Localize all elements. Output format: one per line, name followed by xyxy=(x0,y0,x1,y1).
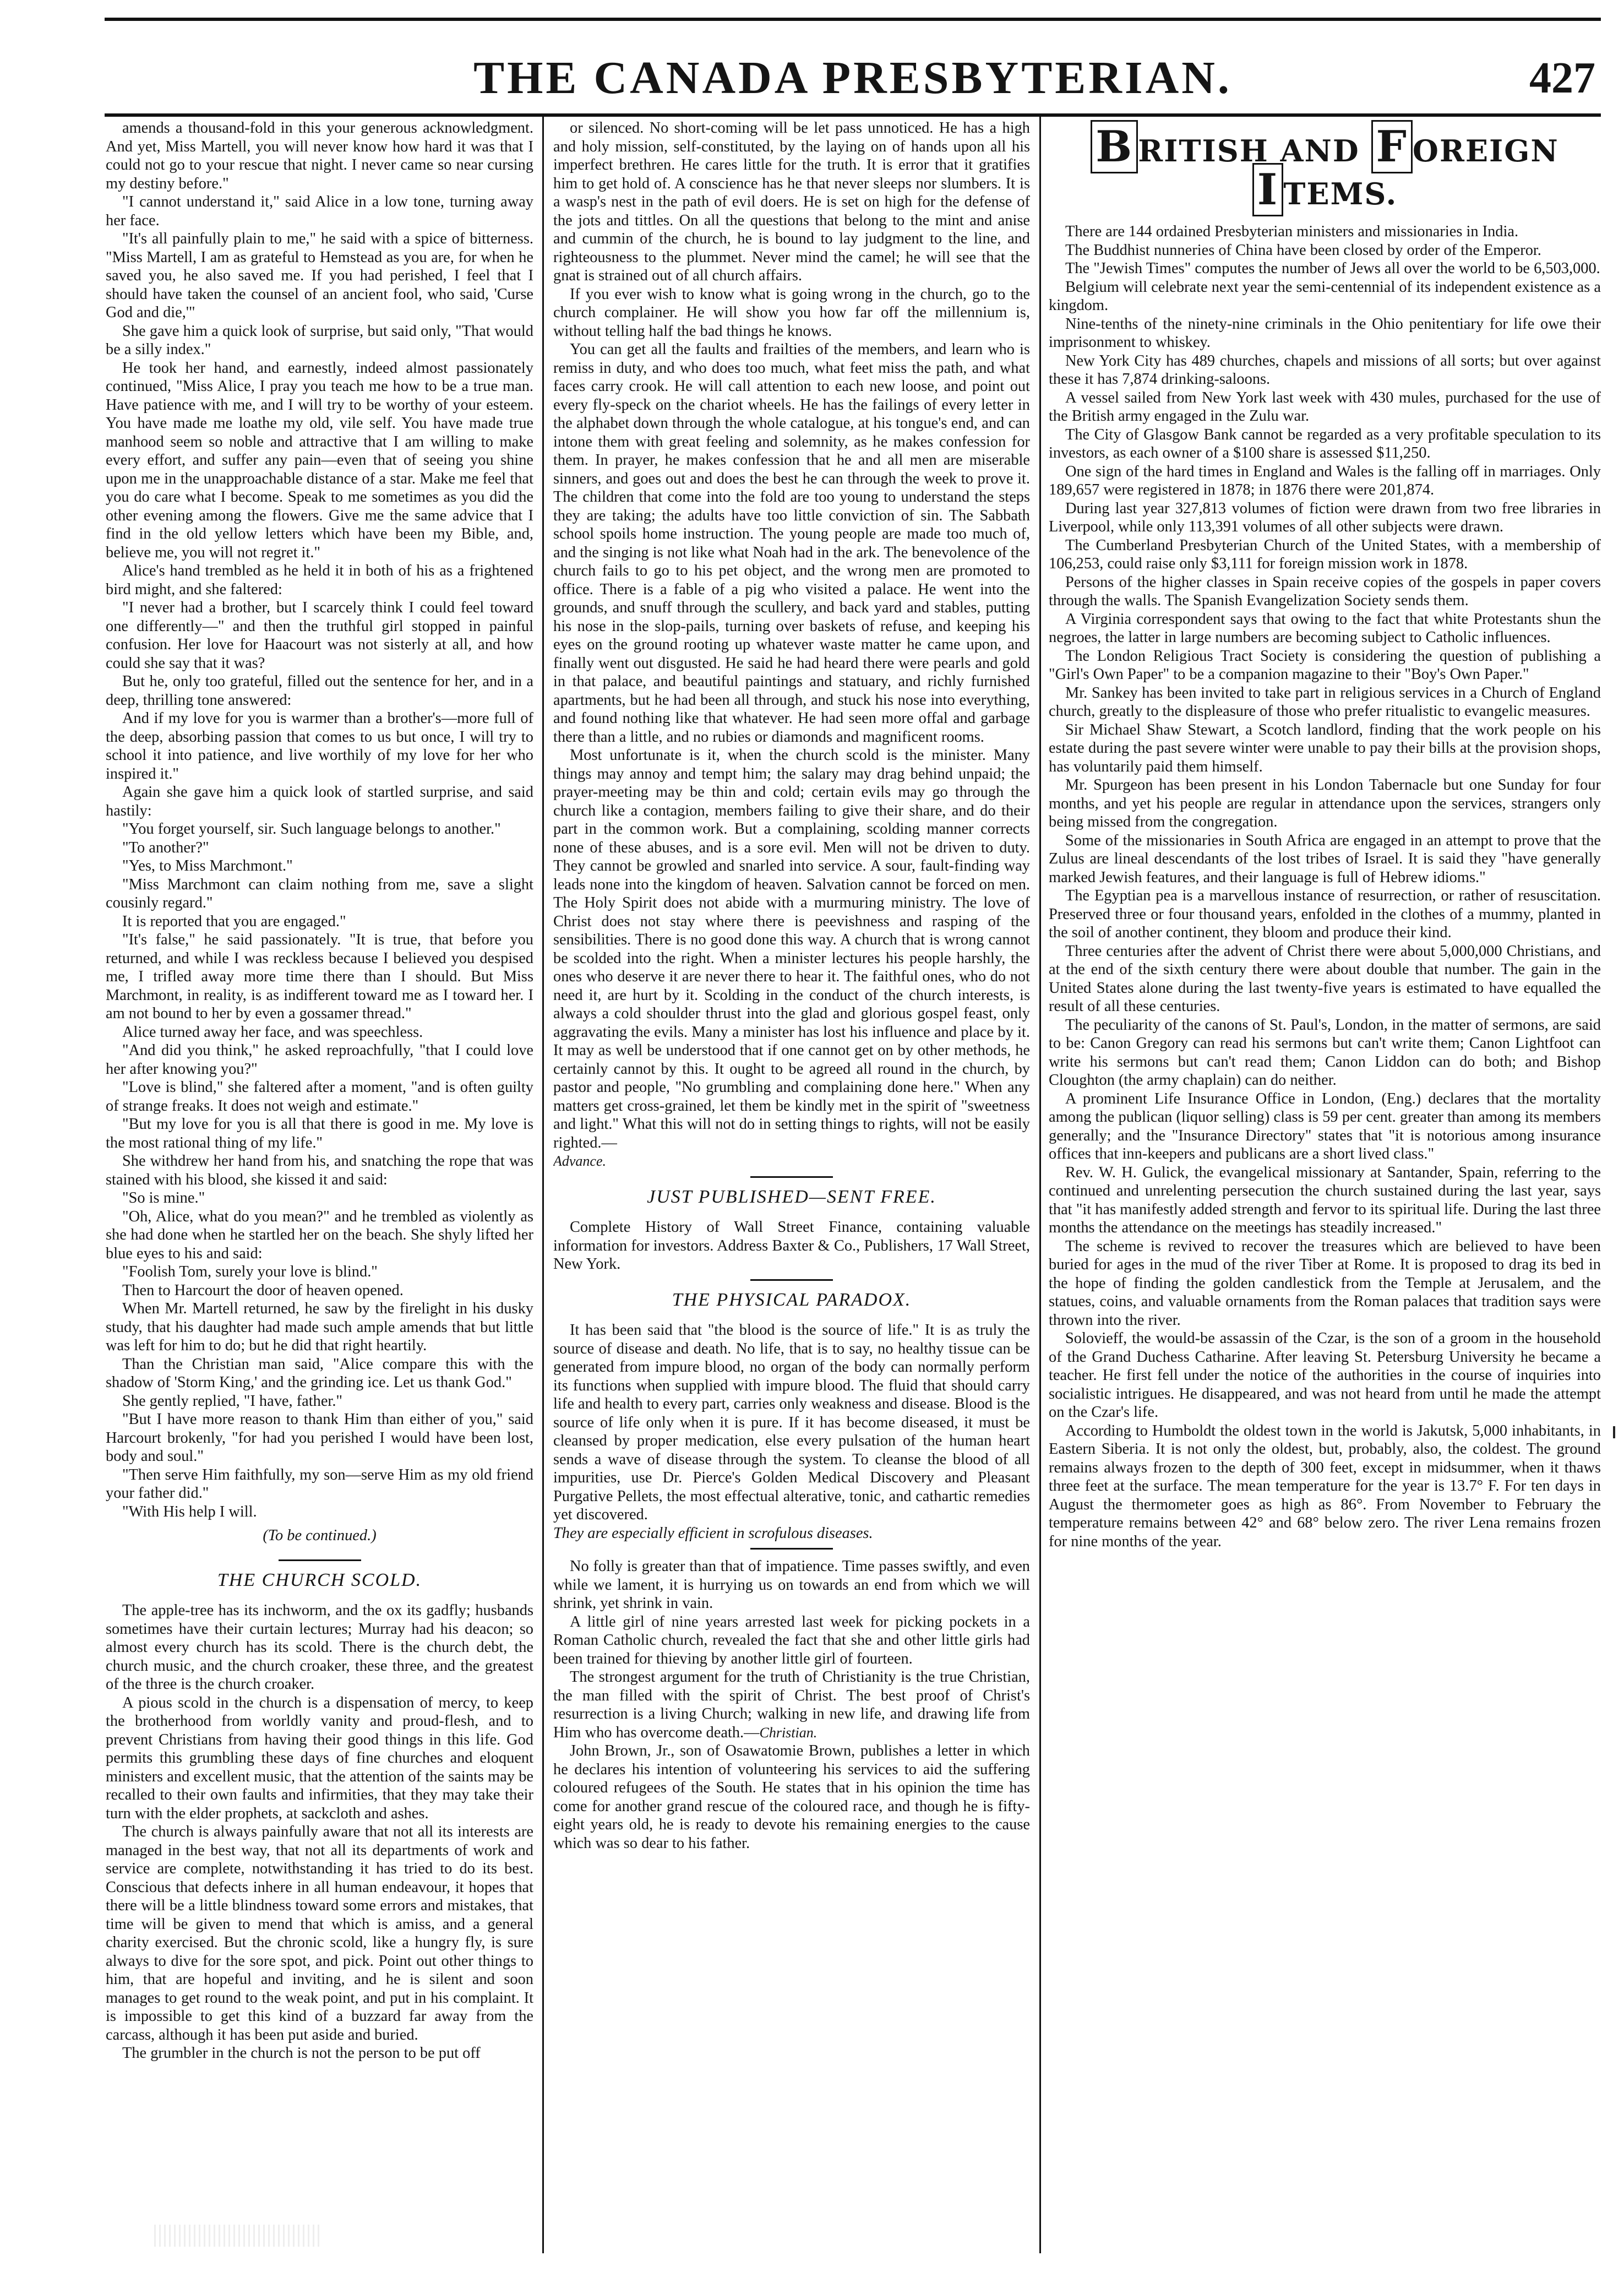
paragraph: Alice turned away her face, and was speechless. xyxy=(122,1023,423,1041)
column-3 xyxy=(1049,119,1601,2255)
headline-physical-paradox: THE PHYSICAL PARADOX. xyxy=(672,1289,912,1310)
section-divider xyxy=(279,1559,361,1561)
headline-church-scold: THE CHURCH SCOLD. xyxy=(217,1569,422,1590)
print-smudge xyxy=(154,2225,319,2247)
article-physical-paradox-italic: They are especially efficient in scrofulous diseases. xyxy=(553,1524,873,1542)
header-initial-b: B xyxy=(1091,120,1138,173)
paragraph: She withdrew her hand from his, and snatching the rope that was stained with his blood, she kissed it and said: xyxy=(106,1153,533,1188)
paragraph: "With His help I will. xyxy=(122,1503,257,1520)
paragraph: Than the Christian man said, "Alice compare this with the shadow of 'Storm King,' and the grinding ice. Let us thank God." xyxy=(106,1355,533,1391)
paragraph: A pious scold in the church is a dispensation of mercy, to keep the brotherhood from worldly vanity and proud-flesh, and to prevent Christians from having their good things in this life. God permits this grumbling these days of fine churches and eloquent ministers and excellent music, that the attention of the saints may be recalled to their own faults and infirmities, that they may take their turn with the elder prophets, at sackcloth and ashes. xyxy=(106,1694,533,1822)
notice-wall-street: Complete History of Wall Street Finance, containing valuable information for investors. Address Baxter & Co., Publishers, 17 Wall Street, New York. xyxy=(553,1219,1030,1273)
paragraph: "To another?" xyxy=(122,839,209,856)
header-text-3: TEMS. xyxy=(1283,176,1398,211)
paragraph: amends a thousand-fold in this your generous acknowledgment. And yet, Miss Martell, you will never know how hard it was that I could not go to your rescue that night. I never came so near cursing my destiny before." xyxy=(106,119,533,192)
article-church-scold xyxy=(106,1601,533,2063)
news-item: Solovieff, the would-be assassin of the Czar, is the son of a groom in the household of the Grand Duchess Catharine. After leaving St. Petersburg University he became a teacher. He first fell under the notice of the authorities in the course of inquiries into socialistic intrigues. He disappeared, and was not heard from until he made the attempt on the Czar's life. xyxy=(1049,1330,1601,1421)
news-item: A vessel sailed from New York last week with 430 mules, purchased for the use of the British army engaged in the Zulu war. xyxy=(1049,389,1601,425)
paragraph: "And did you think," he asked reproachfully, "that I could love her after knowing you?" xyxy=(106,1042,533,1078)
news-item: The Cumberland Presbyterian Church of the United States, with a membership of 106,253, could raise only $3,111 for foreign mission work in 1878. xyxy=(1049,536,1601,572)
masthead-rule xyxy=(105,113,1601,117)
paragraph: If you ever wish to know what is going wrong in the church, go to the church complainer. He will show you how far off the millennium is, without telling half the bad things he knows. xyxy=(553,285,1030,340)
news-item: Some of the missionaries in South Africa are engaged in an attempt to prove that the Zulus are lineal descendants of the lost tribes of Israel. It is said they "have generally marked Jewish features, and their language is full of Hebrew idioms." xyxy=(1049,831,1601,886)
news-items xyxy=(1049,222,1601,1551)
news-item: A little girl of nine years arrested last week for picking pockets in a Roman Catholic church, revealed the fact that she and other little girls had been trained for thieving by another little girl of fourteen. xyxy=(553,1613,1030,1667)
paragraph: "Oh, Alice, what do you mean?" and he trembled as violently as she had done when he startled her on the beach. She shyly lifted her blue eyes to his and said: xyxy=(106,1208,533,1262)
paragraph: "Miss Marchmont can claim nothing from me, save a slight cousinly regard." xyxy=(106,876,533,911)
news-item: The London Religious Tract Society is considering the question of publishing a "Girl's Own Paper" to be a companion magazine to their "Boy's Own Paper." xyxy=(1049,647,1601,683)
news-item: According to Humboldt the oldest town in the world is Jakutsk, 5,000 inhabitants, in Eastern Siberia. It is not only the oldest, but, probably, also, the coldest. The ground remains always frozen to the depth of 300 feet, except in midsummer, when it thaws three feet at the surface. The mean temperature for the year is 13.7° F. For ten days in August the thermometer goes as high as 86°. From November to February the temperature remains between 42° and 68° below zero. The river Lena remains frozen for nine months of the year. xyxy=(1049,1422,1601,1550)
paragraph: Most unfortunate is it, when the church scold is the minister. Many things may annoy and tempt him; the salary may drag behind unpaid; the prayer-meeting may be thin and cold; certain evils may go through the church like a contagion, members failing to give their share, and do their part in the common work. But a complaining, scolding manner corrects none of these abuses, and is a sore evil. Men will not be driven to duty. They cannot be growled and snarled into service. A sour, fault-finding way leads none into the kingdom of heaven. Salvation cannot be forced on men. The Holy Spirit does not abide with a murmuring ministry. The love of Christ does not stay where there is peevishness and rasping of the sensibilities. There is no good done this way. A church that is wrong cannot be scolded into the right. When a minister lectures his people harshly, the ones who deserve it are never there to hear it. The faithful ones, who do not need it, are hurt by it. Scolding in the conduct of the church interests, is always a cold shoulder thrust into the glad and glorious gospel feast, only aggravating the evils. Many a minister has lost his influence and place by it. It may as well be understood that if one cannot get on by other methods, he certainly cannot by this. It ought to be agreed all round in the church, by pastor and people, "No grumbling and complaining done here." When any matters get cross-grained, let them be kindly met in the spirit of "sweetness and light." What this will not do in setting things to rights, will not be easily righted.— xyxy=(553,747,1030,1151)
news-item: There are 144 ordained Presbyterian ministers and missionaries in India. xyxy=(1065,223,1519,240)
paragraph: "But I have more reason to thank Him than either of you," said Harcourt brokenly, "for had you perished I would have been lost, body and soul." xyxy=(106,1411,533,1465)
paragraph: It is reported that you are engaged." xyxy=(122,912,346,930)
paragraph: But he, only too grateful, filled out the sentence for her, and in a deep, thrilling tone answered: xyxy=(106,673,533,709)
column-divider xyxy=(542,117,544,2253)
source-credit-christian: Christian. xyxy=(759,1724,818,1741)
paragraph: "Then serve Him faithfully, my son—serve Him as my old friend your father did." xyxy=(106,1466,533,1502)
paragraph: "Foolish Tom, surely your love is blind." xyxy=(122,1263,378,1280)
story-continuation xyxy=(106,119,533,1521)
news-item: The City of Glasgow Bank cannot be regarded as a very profitable speculation to its investors, as each owner of a $100 share is assessed $11,250. xyxy=(1049,426,1601,461)
masthead-title: THE CANADA PRESBYTERIAN. xyxy=(473,52,1232,104)
news-item: A Virginia correspondent says that owing to the fact that white Protestants shun the negroes, the latter in large numbers are becoming subject to Catholic influences. xyxy=(1049,610,1601,646)
news-item: The strongest argument for the truth of Christianity is the true Christian, the man filled with the spirit of Christ. The best proof of Christ's resurrection is a living Church; walking in new life, and drawing life from Him who has overcome death.—Christian. xyxy=(553,1668,1030,1741)
paragraph: "So is mine." xyxy=(122,1189,205,1206)
paragraph: The church is always painfully aware that not all its interests are managed in the best way, that not all its departments of work and service are complete, notwithstanding it has tried to do its best. Conscious that defects inhere in all human endeavour, it hopes that there will be a little blindness toward some errors and mistakes, that time will be given to mend that which is amiss, and a general charity exercised. But the chronic scold, like a hungry fly, is sure always to dive for the sore spot, and pick. Point out other things to him, that are hopeful and inviting, and he is silent and soon manages to get round to the weak point, and put in his complaint. It is impossible to get this kind of a buzzard far away from the carcass, although it has been put aside and buried. xyxy=(106,1823,533,2043)
header-initial-f: F xyxy=(1371,120,1413,173)
news-item: Persons of the higher classes in Spain receive copies of the gospels in paper covers through the walls. The Spanish Evangelization Society sends them. xyxy=(1049,573,1601,609)
paragraph: She gently replied, "I have, father." xyxy=(122,1392,343,1410)
section-divider xyxy=(750,1279,833,1281)
paragraph: You can get all the faults and frailties of the members, and learn who is remiss in duty, and who does too much, what feet miss the path, and what faces carry crook. He will call attention to each new loose, and point out every fly-speck on the chariot wheels. He has the failings of every letter in the alphabet down through the whole catalogue, at his tongue's end, and can intone them with great feeling and solemnity, as he makes confession for them. In prayer, he makes confession that he and all men are miserable sinners, and goes out and does the best he can through the week to prove it. The children that come into the fold are too young to understand the steps they are taking; the adults have too little conviction of sin. The Sabbath school spoils home instruction. The young people are made too much of, and the singing is not like what Noah had in the ark. The benevolence of the church fails to go to his pet object, and the wrong men are promoted to office. There is a fable of a pig who visited a palace. He went into the grounds, and snuff through the scullery, and back yard and stables, putting his nose in the slop-pails, turning over baskets of refuse, and keeping his eyes on the ground rooting up whatever waste matter he came upon, and finally went out disgusted. He said he had heard there were pearls and gold in that palace, and beautiful paintings and statuary, and richly furnished apartments, but he had been all through, and stuck his nose into everything, and found nothing like that whatever. He had seen more offal and garbage there than a little, and no rubies or diamonds and magnificent rooms. xyxy=(553,341,1030,746)
paragraph: Again she gave him a quick look of startled surprise, and said hastily: xyxy=(106,784,533,819)
news-item: Three centuries after the advent of Christ there were about 5,000,000 Christians, and at the end of the sixth century there were about double that number. The gain in the United States alone during the last twenty-five years is estimated to have equalled the result of all these centuries. xyxy=(1049,942,1601,1015)
news-item: New York City has 489 churches, chapels and missions of all sorts; but over against these it has 7,874 drinking-saloons. xyxy=(1049,352,1601,388)
top-rule xyxy=(105,18,1601,21)
news-item: Rev. W. H. Gulick, the evangelical missionary at Santander, Spain, referring to the continued and unrelenting persecution the church sustained during the last year, says that "it has manifestly added strength and fervor to its spiritual life. During the last three months the attendance on the meetings has steadily increased." xyxy=(1049,1164,1601,1236)
paragraph: She gave him a quick look of surprise, but said only, "That would be a silly index." xyxy=(106,322,533,358)
news-item: No folly is greater than that of impatience. Time passes swiftly, and even while we lament, it is hurrying us on towards an end from which we will shrink, yet shrink in vain. xyxy=(553,1558,1030,1612)
news-item: One sign of the hard times in England and Wales is the falling off in marriages. Only 189,657 were registered in 1878; in 1876 there were 201,874. xyxy=(1049,463,1601,498)
header-text-1: RITISH AND xyxy=(1138,133,1371,169)
paragraph: "Love is blind," she faltered after a moment, "and is often guilty of strange freaks. It does not weigh and estimate." xyxy=(106,1079,533,1115)
column-1 xyxy=(106,119,533,2255)
column-2 xyxy=(553,119,1030,2255)
header-initial-i: I xyxy=(1252,163,1284,216)
masthead xyxy=(105,48,1601,109)
page-number: 427 xyxy=(1529,54,1595,102)
news-item: The Buddhist nunneries of China have been closed by order of the Emperor. xyxy=(1065,241,1541,259)
news-item: During last year 327,813 volumes of fiction were drawn from two free libraries in Liverpool, while only 113,391 volumes of all other subjects were drawn. xyxy=(1049,499,1601,535)
paragraph: or silenced. No short-coming will be let pass unnoticed. He has a high and holy mission, self-constituted, by the laying on of hands upon all his imperfect brethren. He cares little for the truth. It is error that it gratifies him to get hold of. A conscience has he that never sleeps nor slumbers. It is a wasp's nest in the path of evil doers. He is set on high for the defense of the jots and tittles. On all the questions that belong to the mint and anise and cummin of the church, he is bound to lay judgment to the line, and righteousness to the plummet. Never mind the camel; he will see that the gnat is strained out of all church affairs. xyxy=(553,119,1030,284)
news-item: The "Jewish Times" computes the number of Jews all over the world to be 6,503,000. xyxy=(1065,260,1600,277)
headline-just-published: JUST PUBLISHED—SENT FREE. xyxy=(647,1186,936,1207)
paragraph: Then to Harcourt the door of heaven opened. xyxy=(122,1281,404,1299)
paragraph: "You forget yourself, sir. Such language belongs to another." xyxy=(122,820,501,838)
paragraph: "It's all painfully plain to me," he said with a spice of bitterness. "Miss Martell, I am as grateful to Hemstead as you are, for when he saved you, he also saved me. If you had perished, I feel that I should have taken the counsel of an ancient fool, who said, 'Curse God and die,'" xyxy=(106,230,533,321)
paragraph: "I cannot understand it," said Alice in a low tone, turning away her face. xyxy=(106,193,533,229)
section-divider xyxy=(750,1548,833,1550)
paragraph: He took her hand, and earnestly, indeed almost passionately continued, "Miss Alice, I pray you teach me how to be a true man. Have patience with me, and I will try to be worthy of your esteem. You have made me loathe my old, vile self. You have made true manhood seem so noble and attractive that I am willing to make every effort, and suffer any pain—even that of seeing you shine upon me in the unapproachable distance of a star. Make me feel that you do care what I become. Speak to me sometimes as you did the other evening among the flowers. Give me the same advice that I find in the old yellow letters which have been my Bible, and, believe me, you will not regret it." xyxy=(106,359,533,561)
news-item: Sir Michael Shaw Stewart, a Scotch landlord, finding that the work people on his estate during the past severe winter were unable to pay their bills at the provision shops, has voluntarily paid them himself. xyxy=(1049,721,1601,775)
section-divider xyxy=(750,1176,833,1178)
news-item: The Egyptian pea is a marvellous instance of resurrection, or rather of resuscitation. Preserved three or four thousand years, enfolded in the clothes of a mummy, planted in the soil of another continent, they bloom and produce their kind. xyxy=(1049,887,1601,941)
news-item: Mr. Sankey has been invited to take part in religious services in a Church of England church, greatly to the displeasure of those who prefer ritualistic to evangelic measures. xyxy=(1049,684,1601,720)
column-divider xyxy=(1039,117,1041,2253)
paragraph: When Mr. Martell returned, he saw by the firelight in his dusky study, that his daughter had made such ample amends that but little was left for him to do; but he did that right heartily. xyxy=(106,1300,533,1354)
news-item: The scheme is revived to recover the treasures which are believed to have been buried for ages in the mud of the river Tiber at Rome. It is proposed to drag its bed in the hope of finding the golden candlestick from the Temple at Jerusalem, and the statues, coins, and valuable ornaments from the Roman palaces that tradition says were thrown into the river. xyxy=(1049,1237,1601,1329)
news-item: Nine-tenths of the ninety-nine criminals in the Ohio penitentiary for life owe their imprisonment to whiskey. xyxy=(1049,315,1601,351)
paragraph: "But my love for you is all that there is good in me. My love is the most rational thing of my life." xyxy=(106,1116,533,1151)
margin-mark xyxy=(1613,1426,1615,1438)
paragraph: The grumbler in the church is not the person to be put off xyxy=(122,2045,481,2062)
article-church-scold-continued xyxy=(553,119,1030,1152)
news-item: The peculiarity of the canons of St. Paul's, London, in the matter of sermons, are said to be: Canon Gregory can read his sermons but can't write them; Canon Lightfoot can write his sermons but can't read them; Canon Liddon can do both; and Bishop Cloughton (the army chaplain) can do neither. xyxy=(1049,1016,1601,1089)
news-item: A prominent Life Insurance Office in London, (Eng.) declares that the mortality among the publican (liquor selling) class is 59 per cent. greater than among its members generally; and the "Insurance Directory" states that "it is notorious among insurance offices that inn-keepers and publicans are a short lived class." xyxy=(1049,1090,1601,1162)
source-credit-advance: Advance. xyxy=(553,1153,607,1169)
news-item: Mr. Spurgeon has been present in his London Tabernacle but one Sunday for four months, and yet his people are regular in attendance upon the services, strangers only being missed from the congregation. xyxy=(1049,776,1601,830)
paragraph: Alice's hand trembled as he held it in both of his as a frightened bird might, and she faltered: xyxy=(106,562,533,598)
to-be-continued: (To be continued.) xyxy=(263,1527,377,1544)
article-physical-paradox: It has been said that "the blood is the source of life." It is as truly the source of disease and death. No life, that is to say, no healthy tissue can be generated from impure blood, no organ of the body can normally perform its functions when supplied with impure blood. The fluid that should carry life and health to every part, carries only weakness and disease. Blood is the source of life only when it is pure. If it has become diseased, it must be cleansed by proper medication, else every pulsation of the human heart sends a wave of disease through the system. To cleanse the blood of all impurities, use Dr. Pierce's Golden Medical Discovery and Pleasant Purgative Pellets, the most effectual alterative, tonic, and cathartic remedies yet discovered. xyxy=(553,1322,1030,1523)
paragraph: "It's false," he said passionately. "It is true, that before you returned, and while I was reckless because I believed you despised me, I trifled away more time there than I should. But Miss Marchmont, in reality, is as indifferent toward me as I toward her. I am not bound to her by even a gossamer thread." xyxy=(106,931,533,1022)
news-item: John Brown, Jr., son of Osawatomie Brown, publishes a letter in which he declares his intention of volunteering his services to aid the suffering coloured refugees of the South. He states that in his opinion the time has come for another grand rescue of the coloured race, and though he is fifty-eight years old, he is ready to devote his remaining energies to the cause which was so dear to his father. xyxy=(553,1742,1030,1852)
paragraph: The apple-tree has its inchworm, and the ox its gadfly; husbands sometimes have their curtain lectures; Murray had his deacon; so almost every church has its scold. There is the church debt, the church music, and the church croaker, these three, and the greatest of the three is the church croaker. xyxy=(106,1602,533,1693)
paragraph: "I never had a brother, but I scarcely think I could feel toward one differently—" and then the truthful girl stopped in painful confusion. Her love for Haacourt was not sisterly at all, and how could she say that it was? xyxy=(106,599,533,672)
paragraph: And if my love for you is warmer than a brother's—more full of the deep, absorbing passion that comes to us but once, I will try to school it into patience, and live worthily of my love for her who inspired it." xyxy=(106,710,533,782)
section-header-british-foreign-items xyxy=(1049,122,1601,215)
short-items xyxy=(553,1557,1030,1852)
news-item: Belgium will celebrate next year the semi-centennial of its independent existence as a kingdom. xyxy=(1049,278,1601,314)
paragraph: "Yes, to Miss Marchmont." xyxy=(122,857,293,874)
header-text-2: OREIGN xyxy=(1412,133,1559,169)
